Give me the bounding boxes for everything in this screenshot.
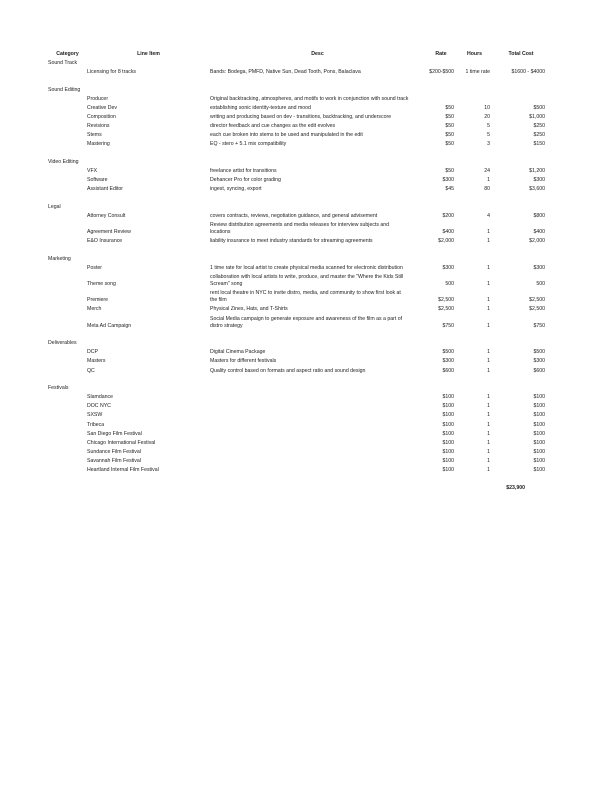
- rate-cell: $300: [442, 265, 454, 272]
- table-row: [48, 141, 550, 150]
- table-row: [48, 177, 550, 186]
- desc-cell: Quality control based on formats and aspect ratio and sound design: [210, 367, 366, 374]
- desc-cell: Bands: Bodega, PMFD, Native Sun, Dead Tooth, Pons, Balaclava: [210, 69, 361, 76]
- desc-cell: [210, 394, 425, 401]
- hours-cell: 1: [487, 457, 490, 464]
- hours-cell: 1: [487, 467, 490, 474]
- category-label: Legal: [48, 204, 61, 211]
- table-row: [48, 394, 550, 403]
- desc-cell: [210, 412, 425, 419]
- line-item-cell: VFX: [87, 168, 98, 175]
- desc-cell: [210, 458, 425, 465]
- line-item-cell: E&O Insurance: [87, 238, 123, 245]
- rate-cell: $50: [445, 123, 454, 130]
- line-item-cell: Agreement Review: [87, 229, 131, 236]
- desc-cell: Original backtracking, atmospheres, and motifs to work in conjunction with sound track: [210, 95, 409, 102]
- category-label: Sound Editing: [48, 86, 81, 93]
- total-cell: $400: [533, 229, 545, 236]
- desc-cell: EQ - stero + 5.1 mix compatibility: [210, 141, 287, 148]
- rate-cell: $500: [442, 349, 454, 356]
- line-item-cell: Revisions: [87, 123, 110, 130]
- budget-section: [48, 87, 550, 151]
- hours-cell: 1: [487, 281, 490, 288]
- budget-table: [48, 51, 550, 494]
- desc-cell: Masters for different festivals: [210, 358, 277, 365]
- desc-cell: [210, 467, 425, 474]
- line-item-cell: Meta Ad Campaign: [87, 322, 132, 329]
- hours-cell: 1: [487, 412, 490, 419]
- line-item-cell: Creative Dev: [87, 105, 117, 112]
- line-item-cell: Heartland Internal Film Festival: [87, 467, 159, 474]
- rate-cell: [425, 96, 457, 103]
- desc-cell: liability insurance to meet industry standards for streaming agreements: [210, 238, 373, 245]
- rate-cell: $100: [442, 430, 454, 437]
- table-row: [48, 265, 550, 274]
- hours-cell: 3: [487, 141, 490, 148]
- category-label: Festivals: [48, 385, 69, 392]
- table-row: [48, 458, 550, 467]
- category-label: Deliverables: [48, 340, 77, 347]
- header-desc: Desc: [311, 51, 324, 57]
- rate-cell: $200-$500: [429, 69, 454, 76]
- desc-cell: director feedback and cue changes as the edit evolves: [210, 123, 336, 130]
- table-row: [48, 168, 550, 177]
- desc-cell: writing and producing based on dev - transitions, backtracking, and underscore: [210, 114, 392, 121]
- total-cell: $100: [533, 421, 545, 428]
- rate-cell: $50: [445, 105, 454, 112]
- desc-cell: freelance artist for transitions: [210, 168, 277, 175]
- desc-cell: Review distribution agreements and media releases for interview subjects and locations: [210, 222, 390, 236]
- desc-cell: each cue broken into stems to be used and manipulated in the edit: [210, 132, 363, 139]
- table-row: [48, 431, 550, 440]
- total-cell: $100: [533, 412, 545, 419]
- hours-cell: 20: [484, 114, 490, 121]
- hours-cell: 24: [484, 168, 490, 175]
- grand-total-value: $23,900: [506, 484, 525, 491]
- line-item-cell: Composition: [87, 114, 116, 121]
- line-item-cell: QC: [87, 367, 95, 374]
- category-row: [48, 340, 550, 349]
- line-item-cell: Producer: [87, 95, 109, 102]
- table-row: [48, 316, 550, 332]
- category-row: [48, 385, 550, 394]
- line-item-cell: Poster: [87, 265, 102, 272]
- rate-cell: $45: [445, 186, 454, 193]
- header-hours: Hours: [467, 51, 482, 57]
- total-cell: $100: [533, 430, 545, 437]
- desc-cell: establishing sonic identity-texture and mood: [210, 105, 311, 112]
- header-rate: Rate: [435, 51, 447, 57]
- hours-cell: 1: [487, 322, 490, 329]
- table-body: [48, 60, 550, 476]
- header-line-item: Line Item: [137, 51, 160, 57]
- rate-cell: $50: [445, 132, 454, 139]
- hours-cell: 1: [487, 403, 490, 410]
- budget-section: [48, 385, 550, 476]
- hours-cell: 1: [487, 265, 490, 272]
- desc-cell: Dehancer Pro for color grading: [210, 177, 281, 184]
- rate-cell: $200: [442, 213, 454, 220]
- budget-section: [48, 159, 550, 195]
- hours-cell: 5: [487, 123, 490, 130]
- rate-cell: $100: [442, 403, 454, 410]
- table-row: [48, 349, 550, 358]
- line-item-cell: Stems: [87, 132, 102, 139]
- rate-cell: $100: [442, 439, 454, 446]
- rate-cell: $100: [442, 457, 454, 464]
- table-row: [48, 422, 550, 431]
- line-item-cell: Savannah Film Festival: [87, 457, 141, 464]
- desc-cell: [210, 422, 425, 429]
- rate-cell: $100: [442, 412, 454, 419]
- total-cell: $100: [533, 439, 545, 446]
- hours-cell: 1 time rate: [465, 69, 490, 76]
- table-row: [48, 449, 550, 458]
- desc-cell: Physical Zines, Hats, and T-Shirts: [210, 306, 288, 313]
- category-row: [48, 60, 550, 69]
- total-cell: $250: [533, 132, 545, 139]
- budget-section: [48, 256, 550, 332]
- line-item-cell: Software: [87, 177, 108, 184]
- table-row: [48, 132, 550, 141]
- hours-cell: 80: [484, 186, 490, 193]
- total-cell: $300: [533, 358, 545, 365]
- line-item-cell: Attorney Consult: [87, 213, 126, 220]
- table-row: [48, 114, 550, 123]
- hours-cell: 1: [487, 367, 490, 374]
- rate-cell: $100: [442, 394, 454, 401]
- total-cell: $2,000: [529, 238, 545, 245]
- rate-cell: $100: [442, 421, 454, 428]
- table-row: [48, 467, 550, 476]
- desc-cell: ingest, syncing, export: [210, 186, 262, 193]
- line-item-cell: Mastering: [87, 141, 110, 148]
- table-row: [48, 440, 550, 449]
- hours-cell: 1: [487, 439, 490, 446]
- rate-cell: $300: [442, 358, 454, 365]
- total-cell: $100: [533, 394, 545, 401]
- total-cell: $100: [533, 448, 545, 455]
- hours-cell: 1: [487, 349, 490, 356]
- total-cell: [492, 96, 550, 103]
- total-cell: $100: [533, 467, 545, 474]
- line-item-cell: Assistant Editor: [87, 186, 124, 193]
- desc-cell: 1 time rate for local artist to create physical media scanned for electronic distribution: [210, 265, 403, 272]
- rate-cell: $2,000: [438, 238, 454, 245]
- total-cell: $300: [533, 265, 545, 272]
- table-row: [48, 123, 550, 132]
- table-row: [48, 96, 550, 105]
- rate-cell: $50: [445, 168, 454, 175]
- hours-cell: 10: [484, 105, 490, 112]
- hours-cell: 1: [487, 394, 490, 401]
- category-label: Sound Track: [48, 60, 78, 67]
- rate-cell: $50: [445, 141, 454, 148]
- header-total-cost: Total Cost: [508, 51, 534, 57]
- total-cell: $100: [533, 403, 545, 410]
- hours-cell: 5: [487, 132, 490, 139]
- line-item-cell: Tribeca: [87, 421, 105, 428]
- hours-cell: 4: [487, 213, 490, 220]
- line-item-cell: DOC NYC: [87, 403, 111, 410]
- total-cell: 500: [536, 281, 545, 288]
- line-item-cell: Sundance Film Festival: [87, 448, 141, 455]
- total-cell: $1,200: [529, 168, 545, 175]
- line-item-cell: Chicago International Festival: [87, 439, 156, 446]
- hours-cell: 1: [487, 358, 490, 365]
- category-row: [48, 256, 550, 265]
- total-cell: $2,500: [529, 297, 545, 304]
- line-item-cell: SXSW: [87, 412, 103, 419]
- total-cell: $300: [533, 177, 545, 184]
- category-row: [48, 159, 550, 168]
- total-cell: $1600 - $4000: [511, 69, 545, 76]
- table-row: [48, 274, 550, 290]
- rate-cell: $50: [445, 114, 454, 121]
- line-item-cell: Slamdance: [87, 394, 113, 401]
- total-cell: $3,600: [529, 186, 545, 193]
- table-row: [48, 403, 550, 412]
- total-cell: $1,000: [529, 114, 545, 121]
- budget-section: [48, 204, 550, 247]
- rate-cell: $2,500: [438, 306, 454, 313]
- rate-cell: $100: [442, 467, 454, 474]
- line-item-cell: Masters: [87, 358, 106, 365]
- hours-cell: 1: [487, 297, 490, 304]
- total-cell: $750: [533, 322, 545, 329]
- line-item-cell: Licensing for 8 tracks: [87, 69, 137, 76]
- hours-cell: 1: [487, 229, 490, 236]
- table-row: [48, 306, 550, 315]
- category-label: Video Editing: [48, 159, 79, 166]
- table-row: [48, 186, 550, 195]
- hours-cell: [457, 96, 492, 103]
- total-cell: $250: [533, 123, 545, 130]
- line-item-cell: DCP: [87, 349, 98, 356]
- grand-total-row: [48, 485, 550, 494]
- total-cell: $500: [533, 349, 545, 356]
- table-row: [48, 213, 550, 222]
- table-row: [48, 105, 550, 114]
- total-cell: $800: [533, 213, 545, 220]
- total-cell: $2,500: [529, 306, 545, 313]
- budget-section: [48, 340, 550, 376]
- desc-cell: [210, 440, 425, 447]
- table-row: [48, 238, 550, 247]
- line-item-cell: Merch: [87, 306, 102, 313]
- hours-cell: 1: [487, 421, 490, 428]
- rate-cell: $400: [442, 229, 454, 236]
- line-item-cell: San Diego Film Festival: [87, 430, 142, 437]
- rate-cell: $600: [442, 367, 454, 374]
- category-row: [48, 87, 550, 96]
- budget-section: [48, 60, 550, 78]
- table-row: [48, 290, 550, 306]
- total-cell: $100: [533, 457, 545, 464]
- total-cell: $600: [533, 367, 545, 374]
- desc-cell: [210, 403, 425, 410]
- hours-cell: 1: [487, 238, 490, 245]
- desc-cell: [210, 431, 425, 438]
- table-row: [48, 368, 550, 377]
- header-category: Category: [56, 51, 79, 57]
- line-item-cell: Premiere: [87, 297, 109, 304]
- category-label: Marketing: [48, 256, 71, 263]
- table-row: [48, 222, 550, 238]
- hours-cell: 1: [487, 306, 490, 313]
- category-row: [48, 204, 550, 213]
- desc-cell: [210, 449, 425, 456]
- table-row: [48, 412, 550, 421]
- rate-cell: $750: [442, 322, 454, 329]
- total-cell: $500: [533, 105, 545, 112]
- desc-cell: covers contracts, reviews, negotiation guidance, and general advisement: [210, 213, 378, 220]
- rate-cell: $2,500: [438, 297, 454, 304]
- desc-cell: Digital Cinema Package: [210, 349, 266, 356]
- desc-cell: Social Media campaign to generate exposure and awareness of the film as a part of distro strategy: [210, 315, 403, 329]
- table-header-row: [48, 51, 550, 60]
- table-row: [48, 358, 550, 367]
- rate-cell: $100: [442, 448, 454, 455]
- hours-cell: 1: [487, 448, 490, 455]
- desc-cell: rent local theatre in NYC to invite distro, media, and community to show first look at the film: [210, 290, 401, 304]
- total-cell: $150: [533, 141, 545, 148]
- hours-cell: 1: [487, 430, 490, 437]
- rate-cell: 500: [445, 281, 454, 288]
- line-item-cell: Theme song: [87, 281, 116, 288]
- desc-cell: collaboration with local artists to write, produce, and master the "Where the Kids Still Scream" song: [210, 274, 404, 288]
- hours-cell: 1: [487, 177, 490, 184]
- rate-cell: $300: [442, 177, 454, 184]
- table-row: [48, 69, 550, 78]
